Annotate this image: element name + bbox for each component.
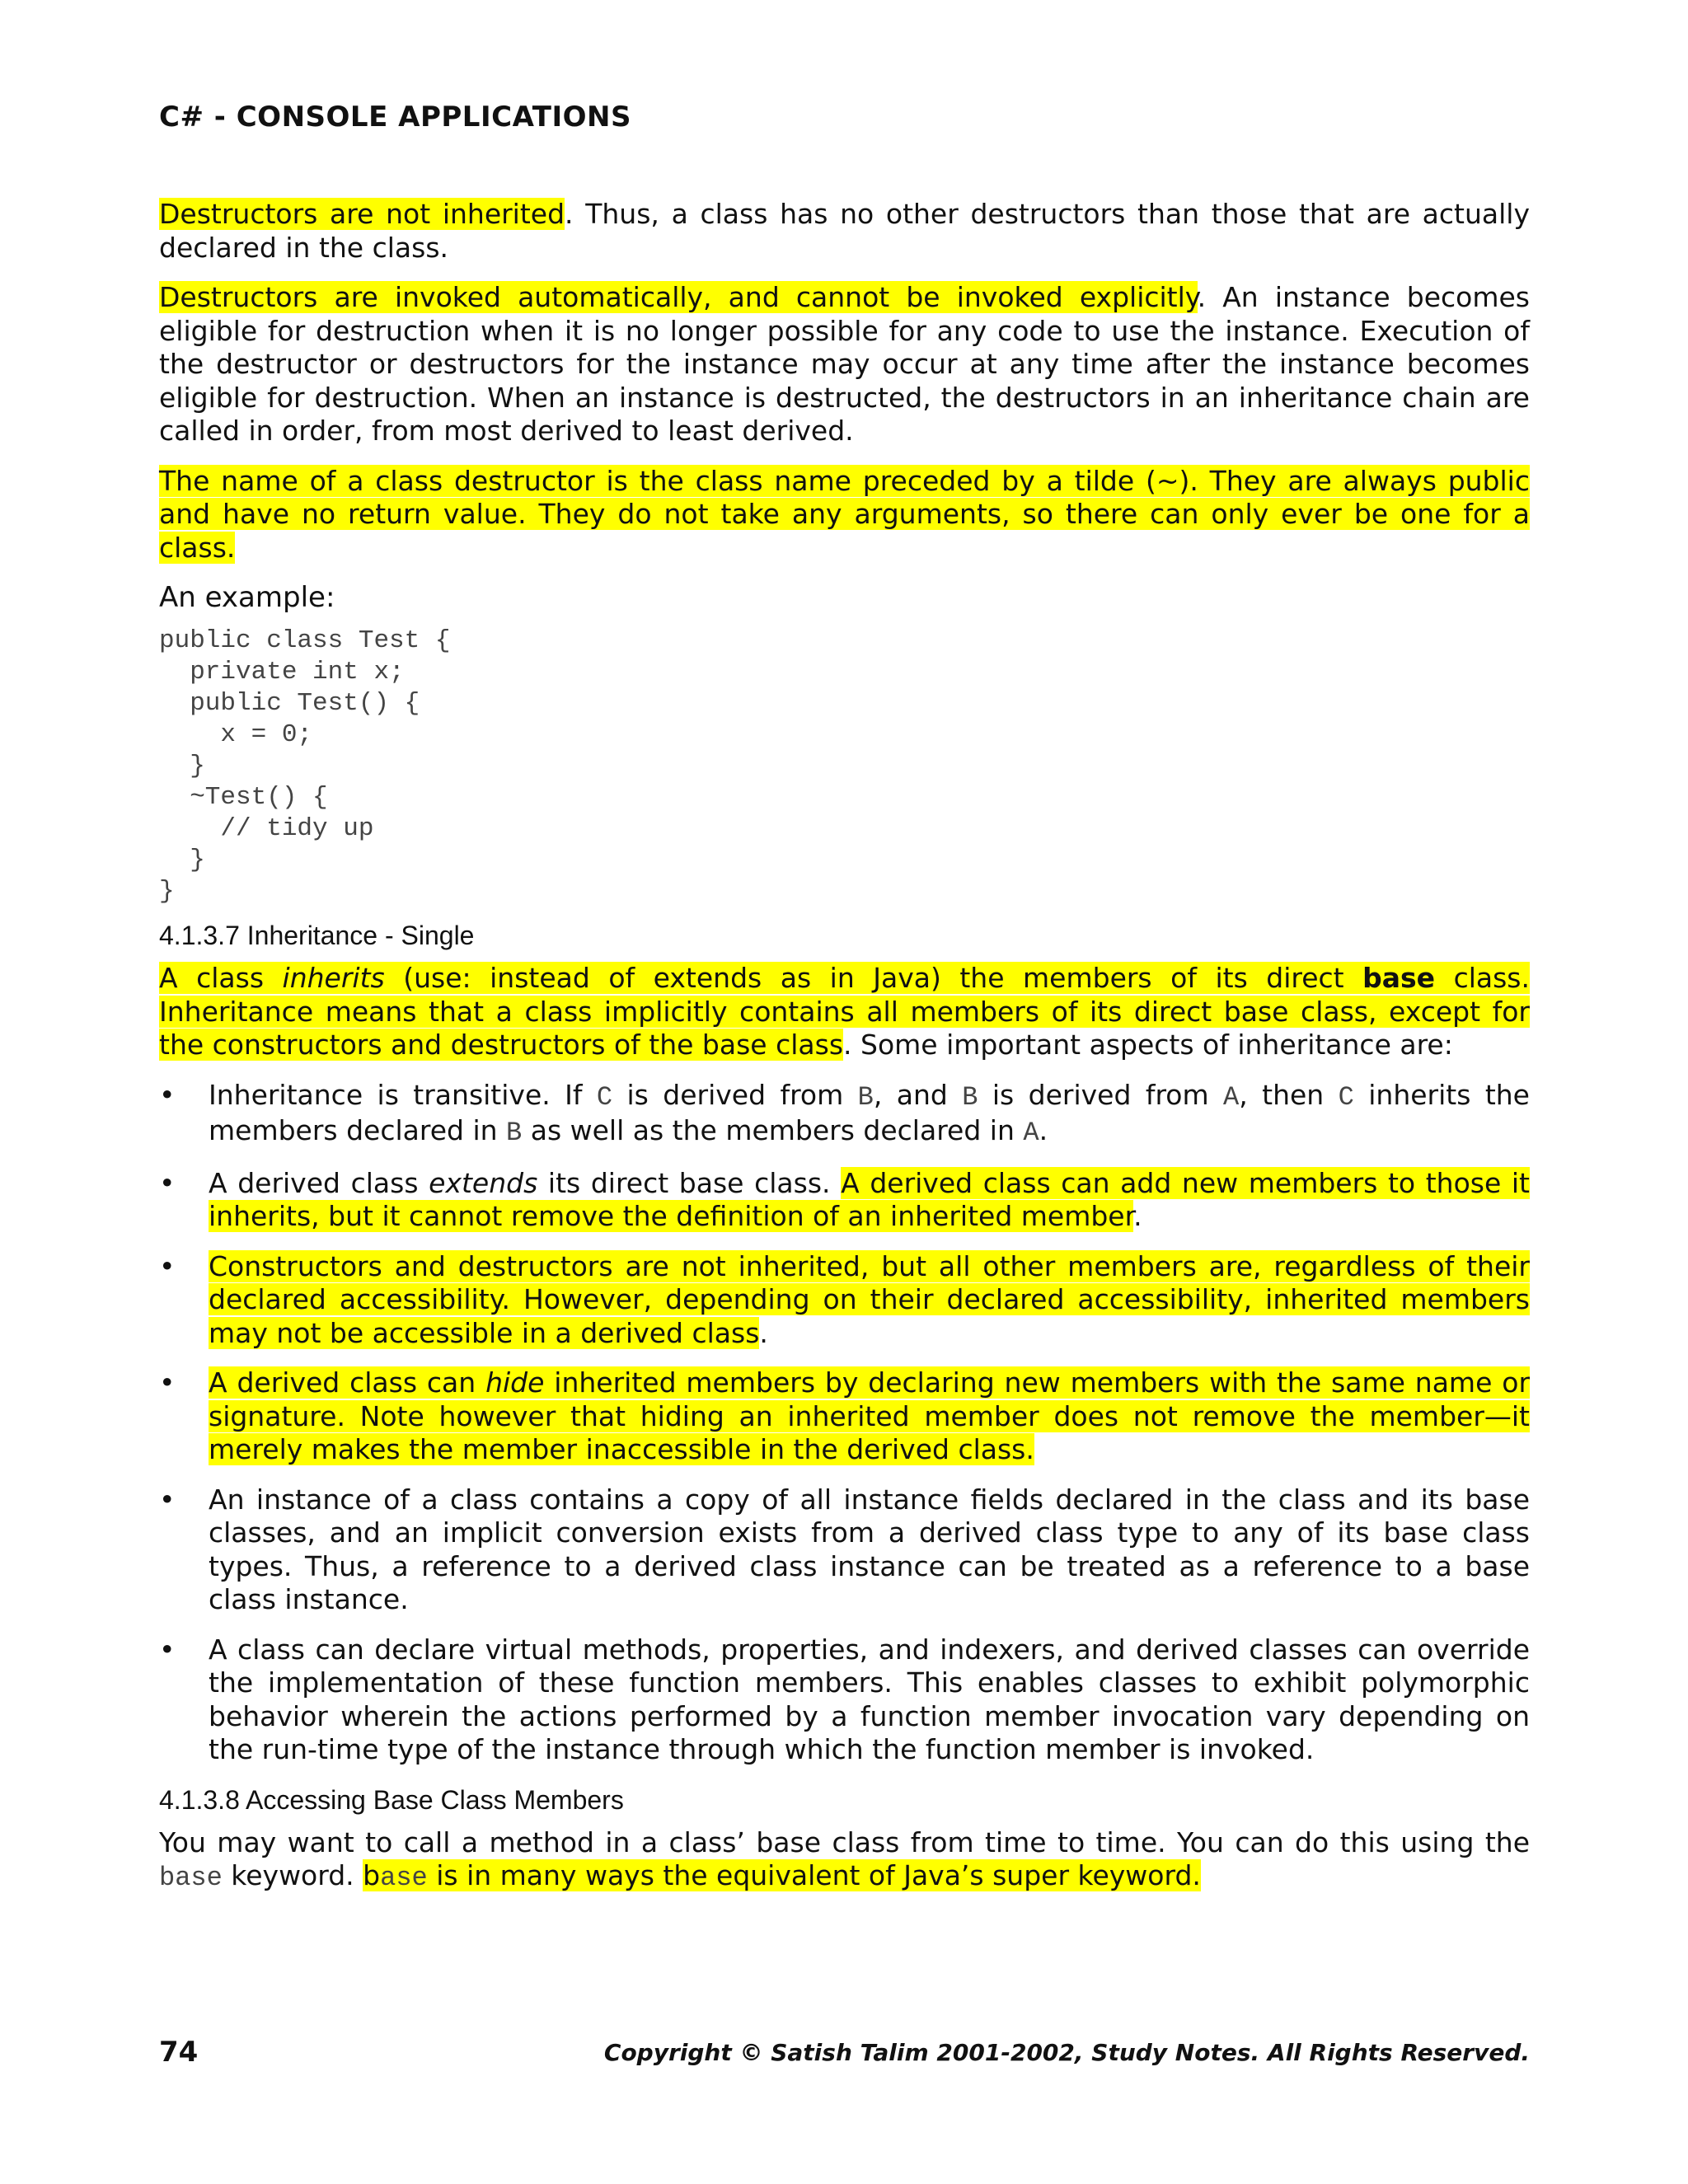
bullet-icon: • xyxy=(159,1166,176,1199)
emphasis-text: hide xyxy=(485,1366,545,1399)
text-run: is derived from xyxy=(978,1078,1224,1111)
inline-code: B xyxy=(962,1081,978,1113)
emphasis-text: inherits xyxy=(282,962,385,994)
paragraph-text: . Thus, a class has no other destructors than those that are actually declared in the class. xyxy=(159,198,1530,264)
inline-code: base xyxy=(159,1863,223,1893)
bullet-icon: • xyxy=(159,1633,176,1666)
text-run: An instance of a class contains a copy of all instance fields declared in the class and its base classes, and an implicit conversion exists from a derived class type to any of its base class types. Thus, a reference to a derived class instance can be treated as a reference to a base class instance. xyxy=(209,1483,1530,1615)
example-label: An example: xyxy=(159,581,335,614)
inline-code: A xyxy=(1223,1081,1240,1113)
highlighted-text: Constructors and destructors are not inherited, but all other members are, regardless of their declared accessibility. However, depending on their declared accessibility, inherited members may not be accessible in a derived class xyxy=(209,1249,1530,1349)
copyright-footer: Copyright © Satish Talim 2001-2002, Study Notes. All Rights Reserved. xyxy=(603,2039,1530,2066)
text-run: , and xyxy=(873,1078,963,1111)
inline-code: B xyxy=(857,1081,874,1113)
inline-code: B xyxy=(506,1118,523,1148)
running-header: C# - CONSOLE APPLICATIONS xyxy=(159,101,631,134)
text-run: its direct base class. xyxy=(537,1166,842,1199)
text-run: inherited members by declaring new members with the same name or signature. Note however that hiding an inherited member does not remove the member—it merely makes the member inaccessible in the derived class. xyxy=(209,1366,1531,1465)
text-run: Inheritance is transitive. If xyxy=(209,1078,597,1111)
text-run: class. Inheritance means that a class implicitly contains all members of its direct base class, except for the constructors and destructors of the base class xyxy=(159,962,1530,1061)
bullet-icon: • xyxy=(159,1249,176,1282)
emphasis-text: extends xyxy=(429,1166,538,1199)
text-run: as well as the members declared in xyxy=(522,1114,1024,1146)
list-item xyxy=(159,1366,1530,1467)
text-run: . xyxy=(1039,1114,1048,1146)
highlighted-text: Destructors are invoked automatically, and cannot be invoked explicitly xyxy=(159,281,1198,313)
text-run: A class can declare virtual methods, properties, and indexers, and derived classes can override the implementation of these function members. This enables classes to exhibit polymorphic behavior wherein the actions performed by a function member invocation vary depending on the run-time type of the instance through which the function member is invoked. xyxy=(209,1633,1530,1765)
inline-code: A xyxy=(1023,1118,1039,1148)
paragraph-text: . Some important aspects of inheritance are: xyxy=(843,1029,1453,1061)
list-item xyxy=(159,1483,1530,1617)
text-run: A class xyxy=(159,962,283,994)
text-run: is in many ways the equivalent of Java’s super keyword. xyxy=(427,1859,1201,1891)
highlighted-text xyxy=(209,1366,1530,1465)
page-number: 74 xyxy=(159,2036,199,2069)
inline-code: C xyxy=(1338,1081,1354,1113)
text-run: is derived from xyxy=(612,1078,858,1111)
paragraph-inheritance-intro xyxy=(159,962,1530,1062)
highlighted-text: Destructors are not inherited xyxy=(159,198,565,230)
bold-text: base xyxy=(1362,962,1436,994)
section-heading-accessing-base: 4.1.3.8 Accessing Base Class Members xyxy=(159,1784,624,1815)
bullet-icon: • xyxy=(159,1366,176,1399)
text-run: keyword. xyxy=(222,1859,363,1891)
page-content xyxy=(159,198,1530,1912)
text-run: A derived class xyxy=(209,1166,429,1199)
text-run: inherits the members declared in xyxy=(209,1078,1530,1146)
text-run: , then xyxy=(1239,1078,1339,1111)
highlighted-text: The name of a class destructor is the class name preceded by a tilde (~). They are always public and have no return value. They do not take any arguments, so there can only ever be one for a class. xyxy=(159,464,1530,564)
text-run: . xyxy=(759,1316,768,1349)
list-item xyxy=(159,1079,1530,1151)
paragraph-text: . An instance becomes eligible for destruction when it is no longer possible for any code to use the instance. Execution of the destructor or destructors for the instance may occur at any time after the instance becomes eligible for destruction. When an instance is destructed, the destructors in an inheritance chain are called in order, from most derived to least derived. xyxy=(159,281,1530,447)
highlighted-text: A derived class can add new members to those it inherits, but it cannot remove the definition of an inherited member xyxy=(209,1166,1530,1232)
bullet-icon: • xyxy=(159,1483,176,1516)
list-item xyxy=(159,1633,1530,1767)
bullet-icon: • xyxy=(159,1078,176,1111)
list-item xyxy=(159,1250,1530,1351)
highlighted-text xyxy=(363,1859,1201,1891)
paragraph-destructors-not-inherited xyxy=(159,198,1530,265)
text-run: You may want to call a method in a class’ base class from time to time. You can do this using the xyxy=(159,1825,1530,1858)
list-item xyxy=(159,1167,1530,1234)
text-run: b xyxy=(363,1859,381,1891)
paragraph-destructors-invoked xyxy=(159,281,1530,448)
text-run: A derived class can xyxy=(209,1366,486,1399)
inline-code: C xyxy=(596,1081,613,1113)
paragraph-base-keyword xyxy=(159,1826,1530,1896)
section-heading-inheritance: 4.1.3.7 Inheritance - Single xyxy=(159,921,475,950)
paragraph-destructor-name xyxy=(159,465,1530,565)
inheritance-aspects-list xyxy=(159,1079,1530,1767)
document-page xyxy=(159,0,1530,2184)
text-run: . xyxy=(1133,1200,1142,1232)
code-example: public class Test { private int x; public Test() { x = 0; } ~Test() { // tidy up } } xyxy=(159,626,451,906)
text-run: (use: instead of extends as in Java) the members of its direct xyxy=(384,962,1363,994)
inline-code: ase xyxy=(380,1863,428,1893)
